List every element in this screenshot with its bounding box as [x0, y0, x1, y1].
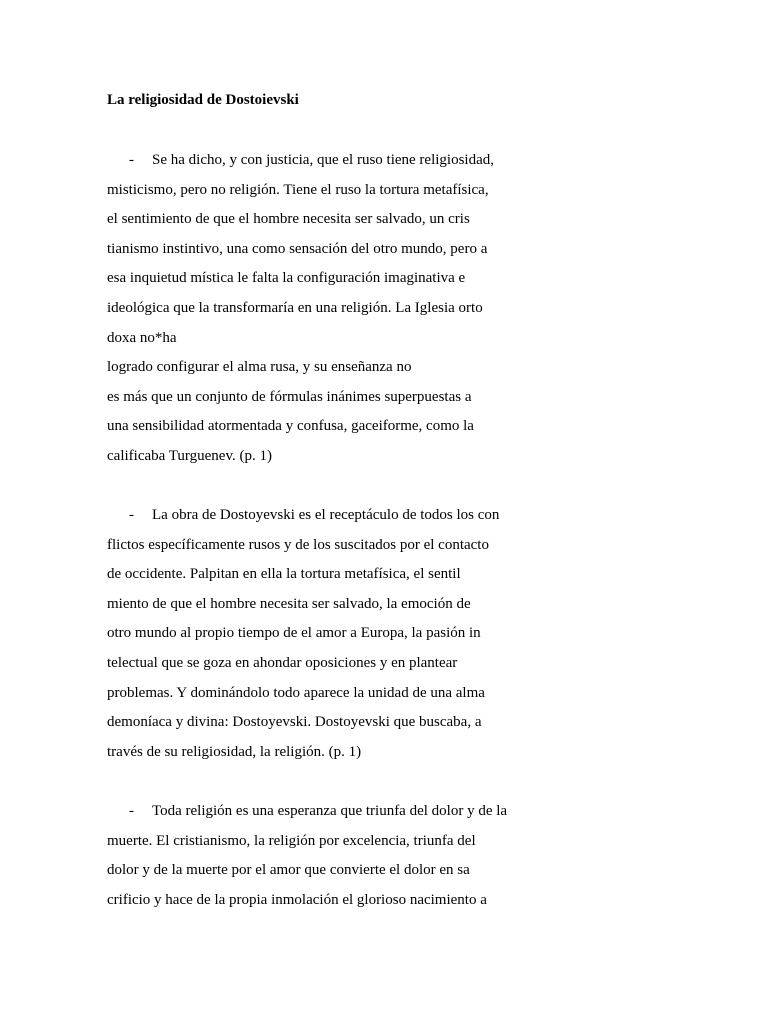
paragraph-line: - Se ha dicho, y con justicia, que el ruso tiene religiosidad, [129, 152, 494, 168]
paragraph-line: demoníaca y divina: Dostoyevski. Dostoyevski que buscaba, a [107, 714, 482, 731]
paragraph-3 [107, 801, 547, 919]
paragraph-line: muerte. El cristianismo, la religión por excelencia, triunfa del [107, 832, 476, 849]
paragraph-line: miento de que el hombre necesita ser salvado, la emoción de [107, 595, 471, 612]
paragraph-line: telectual que se goza en ahondar oposiciones y en plantear [107, 654, 458, 671]
paragraph-1 [107, 150, 547, 476]
paragraph-line: logrado configurar el alma rusa, y su enseñanza no [107, 359, 412, 376]
paragraph-line: el sentimiento de que el hombre necesita ser salvado, un cris [107, 211, 470, 228]
paragraph-line: una sensibilidad atormentada y confusa, gaceiforme, como la [107, 418, 474, 435]
paragraph-line: ideológica que la transformaría en una religión. La Iglesia orto [107, 299, 483, 316]
paragraph-line: crificio y hace de la propia inmolación el glorioso nacimiento a [107, 891, 487, 908]
paragraph-line: doxa no*ha [107, 329, 177, 346]
bullet-dash: - [129, 507, 134, 523]
paragraph-line: problemas. Y dominándolo todo aparece la unidad de una alma [107, 684, 485, 701]
paragraph-line: es más que un conjunto de fórmulas inánimes superpuestas a [107, 388, 472, 405]
paragraph-line: otro mundo al propio tiempo de el amor a Europa, la pasión in [107, 625, 481, 642]
bullet-dash: - [129, 152, 134, 168]
paragraph-line: misticismo, pero no religión. Tiene el ruso la tortura metafísica, [107, 181, 489, 198]
paragraph-2 [107, 505, 547, 771]
paragraph-line: flictos específicamente rusos y de los suscitados por el contacto [107, 536, 489, 553]
paragraph-line: - Toda religión es una esperanza que triunfa del dolor y de la [129, 803, 508, 819]
paragraph-line: - La obra de Dostoyevski es el receptáculo de todos los con [129, 507, 500, 523]
paragraph-line: calificaba Turguenev. (p. 1) [107, 447, 272, 464]
paragraph-line: través de su religiosidad, la religión. (p. 1) [107, 743, 362, 760]
bullet-dash: - [129, 803, 134, 819]
paragraph-line: esa inquietud mística le falta la configuración imaginativa e [107, 270, 466, 287]
document-title: La religiosidad de Dostoievski [107, 92, 299, 108]
paragraph-line: de occidente. Palpitan en ella la tortura metafísica, el sentil [107, 566, 461, 583]
paragraph-line: tianismo instintivo, una como sensación del otro mundo, pero a [107, 240, 488, 257]
paragraph-line: dolor y de la muerte por el amor que convierte el dolor en sa [107, 862, 470, 879]
